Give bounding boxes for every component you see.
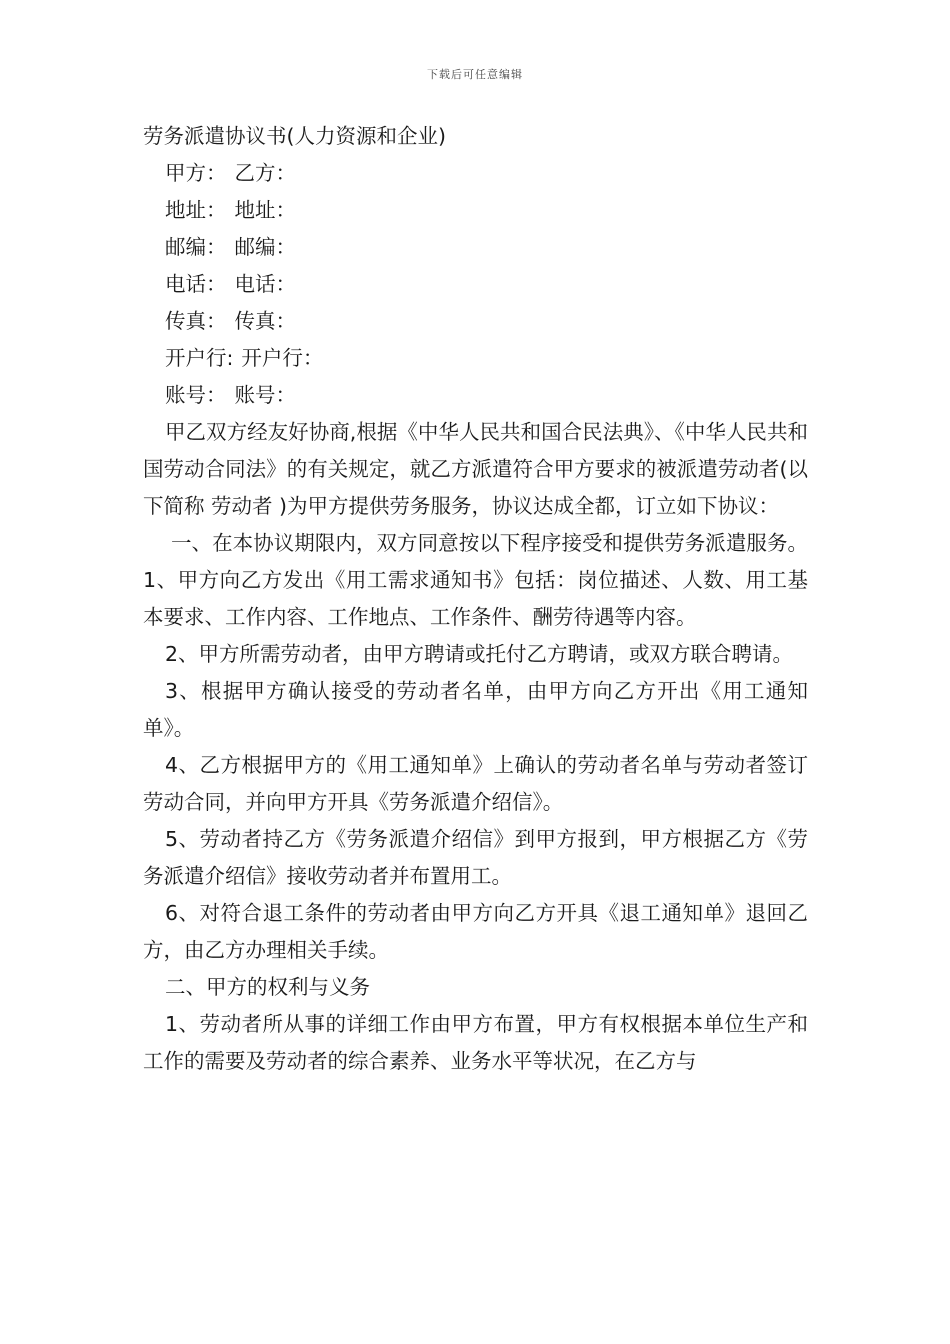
- party-a-label: 甲方：: [165, 161, 227, 185]
- postcode-line: [143, 229, 808, 266]
- account-line: [143, 377, 808, 414]
- page-header-note: 下载后可任意编辑: [427, 68, 523, 81]
- address-line: [143, 192, 808, 229]
- clause-paragraph: 6、对符合退工条件的劳动者由甲方向乙方开具《退工通知单》退回乙方，由乙方办理相关手续。: [143, 901, 808, 962]
- section-two-heading: 二、甲方的权利与义务: [165, 975, 370, 999]
- party-b-postcode-label: 邮编：: [234, 235, 296, 259]
- bank-line: [143, 340, 808, 377]
- party-b-fax-label: 传真：: [234, 309, 296, 333]
- fax-line: [143, 303, 808, 340]
- party-a-phone-label: 电话：: [165, 272, 227, 296]
- party-b-phone-label: 电话：: [234, 272, 296, 296]
- phone-line: [143, 266, 808, 303]
- clause-paragraph: 1、劳动者所从事的详细工作由甲方布置，甲方有权根据本单位生产和工作的需要及劳动者的综合素养、业务水平等状况，在乙方与: [143, 1012, 808, 1073]
- preamble-paragraph: 甲乙双方经友好协商,根据《中华人民共和国合民法典》、《中华人民共和国劳动合同法》的有关规定，就乙方派遣符合甲方要求的被派遣劳动者(以下简称 劳动者 )为甲方提供劳务服务，协议达成全都，订立如下协议：: [143, 420, 808, 518]
- party-a-account-label: 账号：: [165, 383, 227, 407]
- clause-paragraph: 3、根据甲方确认接受的劳动者名单，由甲方向乙方开出《用工通知单》。: [143, 679, 808, 740]
- party-a-bank-label: 开户行:: [165, 346, 234, 370]
- clause-paragraph: 4、乙方根据甲方的《用工通知单》上确认的劳动者名单与劳动者签订劳动合同，并向甲方开具《劳务派遣介绍信》。: [143, 753, 808, 814]
- party-b-address-label: 地址：: [234, 198, 296, 222]
- clause-paragraph: 5、劳动者持乙方《劳务派遣介绍信》到甲方报到，甲方根据乙方《劳务派遣介绍信》接收劳动者并布置用工。: [143, 827, 808, 888]
- party-a-fax-label: 传真：: [165, 309, 227, 333]
- party-b-label: 乙方：: [234, 161, 296, 185]
- clause-paragraph: 2、甲方所需劳动者，由甲方聘请或托付乙方聘请，或双方联合聘请。: [165, 642, 794, 666]
- party-b-account-label: 账号：: [234, 383, 296, 407]
- document-title: 劳务派遣协议书(人力资源和企业): [143, 124, 446, 148]
- document-body: [143, 118, 808, 1080]
- section-one-paragraph: 一、在本协议期限内，双方同意按以下程序接受和提供劳务派遣服务。1、甲方向乙方发出《用工需求通知书》包括：岗位描述、人数、用工基本要求、工作内容、工作地点、工作条件、酬劳待遇等内容。: [143, 531, 808, 629]
- party-b-bank-label: 开户行：: [241, 346, 324, 370]
- party-name-line: [143, 155, 808, 192]
- party-a-address-label: 地址：: [165, 198, 227, 222]
- party-a-postcode-label: 邮编：: [165, 235, 227, 259]
